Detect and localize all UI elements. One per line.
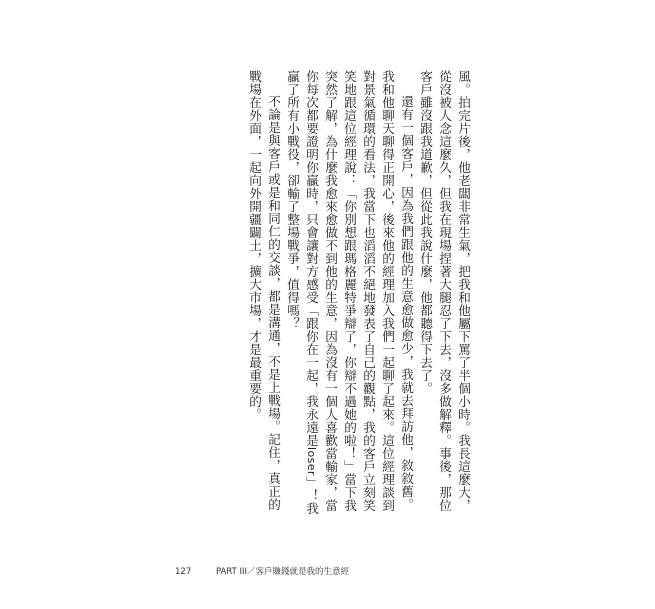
text-line: 對景氣循環的看法，我當下也滔滔不絕地發表了自己的觀點，我的客戶立刻笑	[361, 70, 376, 512]
text-line-part: 」！我	[304, 475, 319, 515]
text-line: 從沒被人念這麼久，但我在現場捏著大腿忍了下去，沒多做解釋。事後，那位	[437, 70, 452, 512]
text-line: 客戶雖沒跟我道歉，但從此我說什麼，他都聽得下去了。	[418, 70, 433, 395]
vertical-body-text	[173, 70, 473, 515]
page-number: 127	[175, 567, 192, 577]
latin-word: loser	[305, 447, 318, 476]
text-line-part: 你每次都要證明你贏時，只會讓對方感受「跟你在一起，我永遠是	[304, 70, 319, 447]
text-line	[302, 70, 321, 515]
text-line: 戰場在外面，一起向外開疆闢土，擴大市場，才是最重要的。	[247, 70, 262, 421]
text-line: 風。拍完片後，他老闆非常生氣，把我和他屬下罵了半個小時。我長這麼大，	[456, 70, 471, 512]
text-line: 笑地跟這位經理說：「你別想跟瑪格麗特爭辯了，你辯不過她的啦！」當下我	[342, 70, 357, 512]
text-line: 贏了所有小戰役，卻輸了整場戰爭，值得嗎？	[285, 70, 300, 330]
text-line: 我和他聊天聊得正開心，後來他的經理加入我們一起聊了起來。這位經理談到	[380, 70, 395, 512]
text-line: 突然了解，為什麼我愈來愈做不到他的生意，因為沒有一個人喜歡當輸家，當	[323, 70, 338, 512]
text-line: 不論是與客戶或是和同仁的交談，都是溝通，不是上戰場。記住，真正的	[266, 95, 281, 512]
text-line: 還有一個客戶，因為我們跟他的生意愈做愈少，我就去拜訪他，敘敘舊。	[399, 95, 414, 512]
page-footer	[175, 565, 349, 577]
running-head: PART III／客戶賺錢就是我的生意經	[215, 567, 350, 577]
